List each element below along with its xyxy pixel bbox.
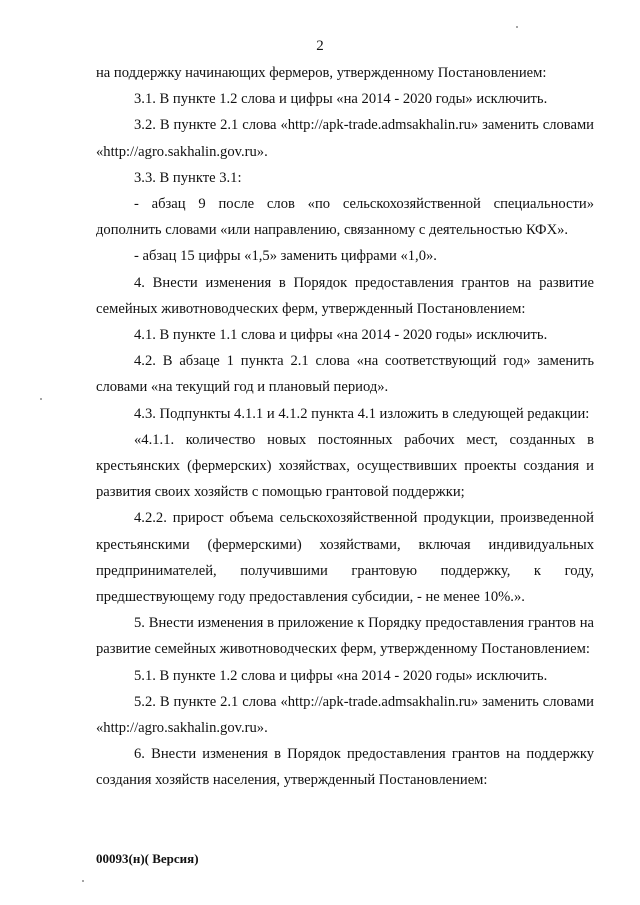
paragraph-3-2: 3.2. В пункте 2.1 слова «http://apk-trade.admsakhalin.ru» заменить словами «http://agro.sakhalin.gov.ru». [96, 117, 594, 160]
paragraph-5-2: 5.2. В пункте 2.1 слова «http://apk-trade.admsakhalin.ru» заменить словами «http://agro.sakhalin.gov.ru». [96, 693, 594, 737]
paragraph-continuation: на поддержку начинающих фермеров, утвержденному Постановлением: [96, 65, 547, 81]
paragraph-5-1: 5.1. В пункте 1.2 слова и цифры «на 2014 - 2020 годы» исключить. [134, 667, 548, 684]
scan-speck [40, 398, 42, 400]
paragraph-3-3: 3.3. В пункте 3.1: [134, 169, 242, 186]
paragraph-4-1-1: «4.1.1. количество новых постоянных рабочих мест, созданных в крестьянских (фермерских) хозяйствах, осуществивших проекты создания и развития своих хозяйств с помощью грантовой поддержки; [96, 431, 594, 501]
document-body [96, 60, 594, 794]
paragraph-5: 5. Внести изменения в приложение к Порядку предоставления грантов на развитие семейных животноводческих ферм, утвержденному Постановлением: [96, 615, 594, 658]
paragraph-3-3-abzac-15: - абзац 15 цифры «1,5» заменить цифрами «1,0». [134, 248, 437, 265]
scan-speck [516, 26, 518, 28]
paragraph-4-1: 4.1. В пункте 1.1 слова и цифры «на 2014 - 2020 годы» исключить. [134, 327, 548, 344]
scan-speck [82, 880, 84, 882]
page-number: 2 [316, 38, 324, 54]
paragraph-3-3-abzac-9: - абзац 9 после слов «по сельскохозяйственной специальности» дополнить словами «или направлению, связанному с деятельностью КФХ». [96, 196, 594, 239]
paragraph-6: 6. Внести изменения в Порядок предоставления грантов на поддержку создания хозяйств населения, утвержденный Постановлением: [96, 746, 594, 789]
paragraph-4: 4. Внести изменения в Порядок предоставления грантов на развитие семейных животноводческих ферм, утвержденный Постановлением: [96, 274, 594, 317]
document-code: 00093(н)( Версия) [96, 851, 199, 866]
paragraph-4-2: 4.2. В абзаце 1 пункта 2.1 слова «на соответствующий год» заменить словами «на текущий год и плановый период». [96, 353, 594, 396]
paragraph-4-3: 4.3. Подпункты 4.1.1 и 4.1.2 пункта 4.1 изложить в следующей редакции: [134, 405, 590, 422]
paragraph-4-2-2: 4.2.2. прирост объема сельскохозяйственной продукции, произведенной крестьянскими (фермерскими) хозяйствами, включая индивидуальных предпринимателей, получившими грантовую поддержку, к году, предшествующему году предоставления субсидии, - не менее 10%.». [96, 510, 594, 606]
paragraph-3-1: 3.1. В пункте 1.2 слова и цифры «на 2014 - 2020 годы» исключить. [134, 91, 548, 108]
